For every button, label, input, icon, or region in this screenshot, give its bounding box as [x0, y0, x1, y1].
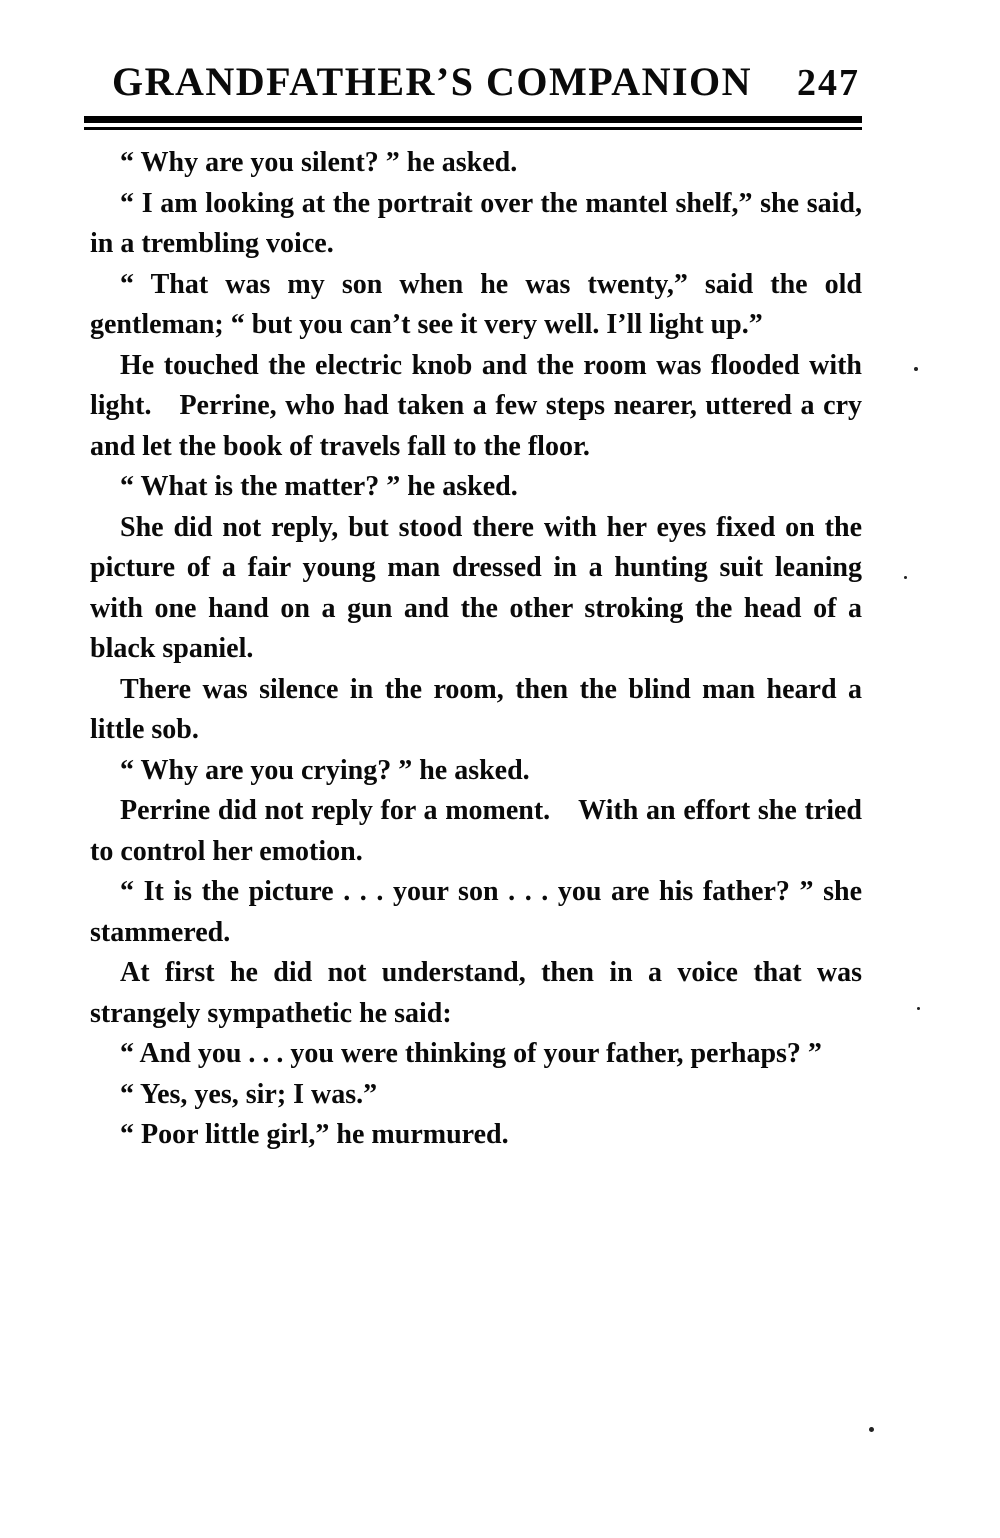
paragraph: “ Poor little girl,” he murmured. — [120, 1119, 509, 1150]
scan-speck — [917, 1007, 920, 1010]
page-body — [90, 143, 862, 1156]
paragraph: “ Why are you silent? ” he asked. — [120, 147, 518, 178]
paragraph: There was silence in the room, then the blind man heard a little sob. — [90, 673, 862, 745]
page-number: 247 — [797, 62, 860, 104]
scan-speck — [904, 576, 907, 579]
scan-speck — [869, 1427, 874, 1432]
paragraph: “ That was my son when he was twenty,” said the old gentleman; “ but you can’t see it very well. I’ll light up.” — [90, 268, 862, 340]
paragraph: Perrine did not reply for a moment. With an effort she tried to control her emotion. — [90, 795, 862, 867]
paragraph: At first he did not understand, then in a voice that was strangely sympathetic he said: — [90, 957, 862, 1029]
page-header — [84, 59, 860, 104]
paragraph: “ Yes, yes, sir; I was.” — [120, 1078, 378, 1110]
paragraph: She did not reply, but stood there with her eyes fixed on the picture of a fair young man dressed in a hunting suit leaning with one hand on a gun and the other stroking the head of a black spaniel. — [90, 511, 862, 664]
header-rule — [84, 116, 862, 130]
paragraph: “ I am looking at the portrait over the mantel shelf,” she said, in a trembling voice. — [90, 187, 862, 259]
paragraph: “ It is the picture . . . your son . . . you are his father? ” she stammered. — [90, 876, 862, 948]
paragraph: “ What is the matter? ” he asked. — [120, 471, 518, 502]
running-title: GRANDFATHER’S COMPANION — [112, 59, 753, 104]
scan-speck — [914, 367, 918, 371]
paragraph: He touched the electric knob and the room was flooded with light. Perrine, who had taken a few steps nearer, uttered a cry and let the book of travels fall to the floor. — [90, 349, 862, 462]
paragraph: “ And you . . . you were thinking of your father, perhaps? ” — [120, 1038, 822, 1069]
paragraph: “ Why are you crying? ” he asked. — [120, 754, 530, 786]
